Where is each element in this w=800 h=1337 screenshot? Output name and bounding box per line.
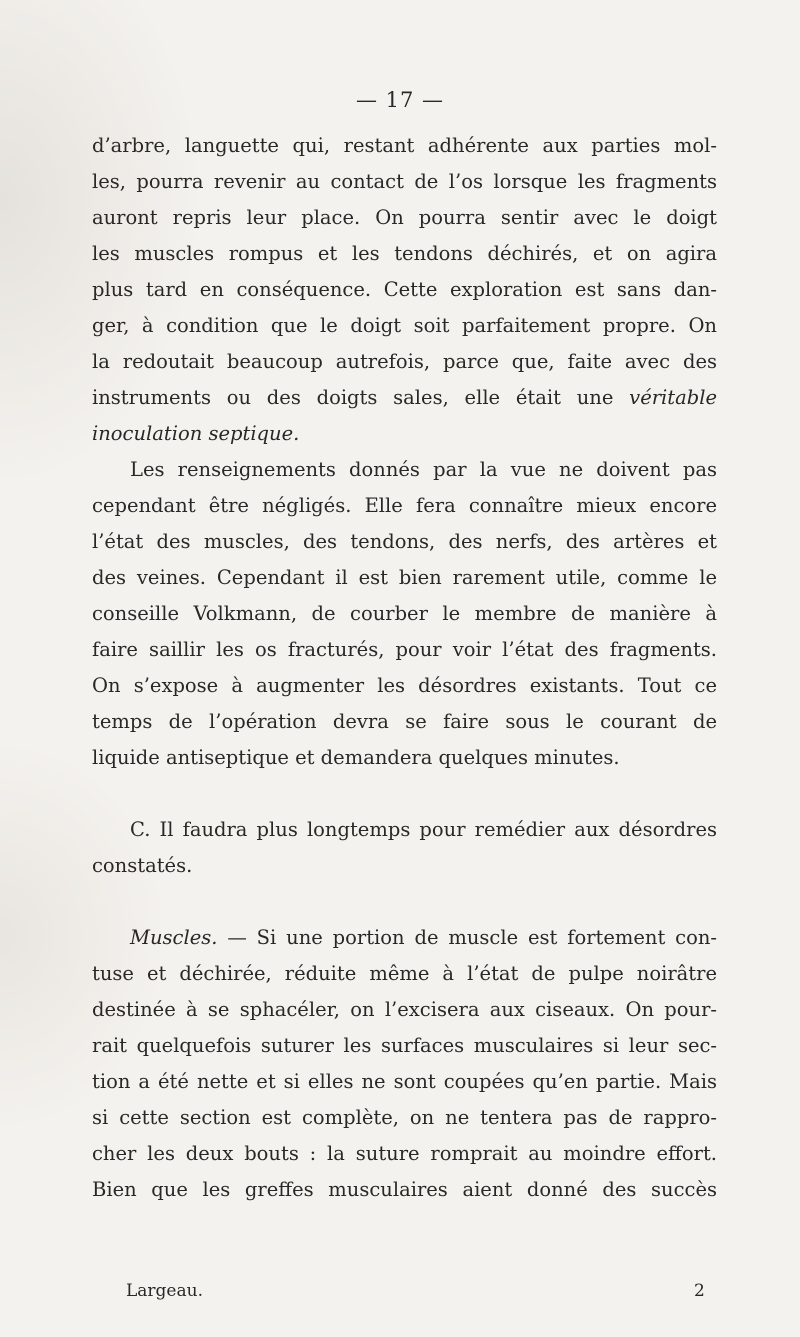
footer-author: Largeau. xyxy=(126,1281,203,1301)
text-line: si cette section est complète, on ne tentera pas de rappro- xyxy=(92,1106,717,1129)
text-line-heading xyxy=(92,920,717,956)
text-line: cependant être négligés. Elle fera connaître mieux encore xyxy=(92,494,717,517)
page-number: — 17 — xyxy=(355,88,445,112)
emphasis-text: véritable xyxy=(629,386,718,409)
text-line: tuse et déchirée, réduite même à l’état de pulpe noirâtre xyxy=(92,962,717,985)
paragraph-2 xyxy=(92,452,717,776)
text-line: liquide antiseptique et demandera quelques minutes. xyxy=(92,746,620,769)
emphasis-text: inoculation septique. xyxy=(92,422,300,445)
text-line: Les renseignements donnés par la vue ne doivent pas xyxy=(130,458,717,481)
text-line: temps de l’opération devra se faire sous le courant de xyxy=(92,710,717,733)
text-line: destinée à se sphacéler, on l’excisera aux ciseaux. On pour- xyxy=(92,998,717,1021)
text-line: la redoutait beaucoup autrefois, parce que, faite avec des xyxy=(92,350,717,373)
text-line: faire saillir les os fracturés, pour voir l’état des fragments. xyxy=(92,638,717,661)
text-line-italic-end xyxy=(92,380,717,416)
text-line: constatés. xyxy=(92,854,193,877)
text-line: ger, à condition que le doigt soit parfaitement propre. On xyxy=(92,314,717,337)
body-text-block-2 xyxy=(92,812,717,884)
text-line-italic xyxy=(92,416,717,452)
text-line: des veines. Cependant il est bien rarement utile, comme le xyxy=(92,566,717,589)
text-line: cher les deux bouts : la suture romprait au moindre effort. xyxy=(92,1142,717,1165)
paragraph-3 xyxy=(92,812,717,884)
text-line: plus tard en conséquence. Cette exploration est sans dan- xyxy=(92,278,717,301)
text-line: les, pourra revenir au contact de l’os lorsque les fragments xyxy=(92,170,717,193)
text-line: On s’expose à augmenter les désordres existants. Tout ce xyxy=(92,674,717,697)
text-line: d’arbre, languette qui, restant adhérente aux parties mol- xyxy=(92,134,717,157)
text-fragment: instruments ou des doigts sales, elle était une xyxy=(92,386,614,409)
text-line: conseille Volkmann, de courber le membre de manière à xyxy=(92,602,717,625)
text-line: l’état des muscles, des tendons, des nerfs, des artères et xyxy=(92,530,717,553)
paragraph-1 xyxy=(92,128,717,452)
text-line: C. Il faudra plus longtemps pour remédier aux désordres xyxy=(130,818,717,841)
body-text-block-3 xyxy=(92,920,717,1208)
text-line: les muscles rompus et les tendons déchirés, et on agira xyxy=(92,242,717,265)
text-line: auront repris leur place. On pourra sentir avec le doigt xyxy=(92,206,717,229)
footer-signature-mark: 2 xyxy=(694,1281,705,1301)
section-heading: Muscles. xyxy=(130,926,218,949)
text-fragment: — Si une portion de muscle est fortement con- xyxy=(227,926,717,949)
text-line: rait quelquefois suturer les surfaces musculaires si leur sec- xyxy=(92,1034,717,1057)
paragraph-4 xyxy=(92,920,717,1208)
text-line: tion a été nette et si elles ne sont coupées qu’en partie. Mais xyxy=(92,1070,717,1093)
body-text-block-1 xyxy=(92,128,717,776)
text-line: Bien que les greffes musculaires aient donné des succès xyxy=(92,1178,717,1201)
